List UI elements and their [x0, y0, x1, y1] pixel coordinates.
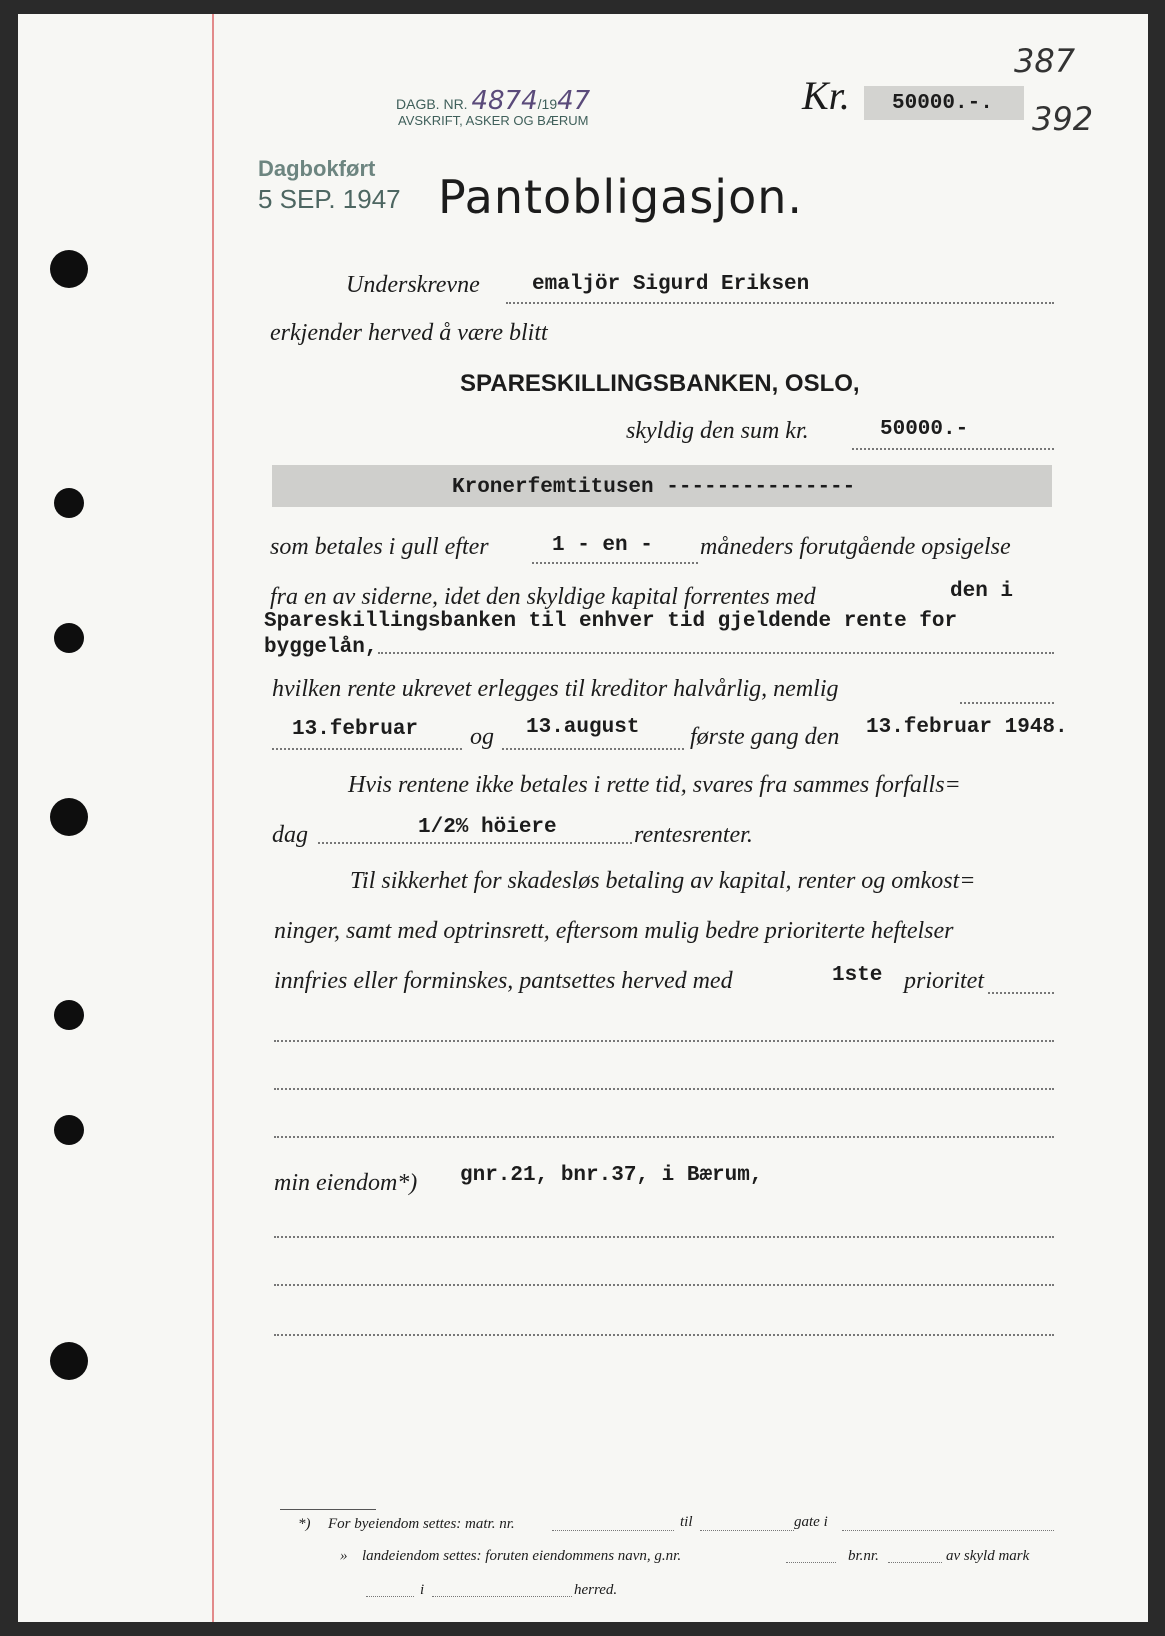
amount-words: Kronerfemtitusen ---------------	[452, 476, 856, 499]
late-value: 1/2% höiere	[418, 816, 557, 839]
dagb-stamp: DAGB. NR. 4874/1947	[396, 86, 591, 116]
footnote-line1-b: til	[680, 1514, 693, 1530]
punch-hole	[54, 623, 84, 653]
rentes-label: rentesrenter.	[634, 822, 753, 848]
footnote-line2-b: br.nr.	[848, 1548, 879, 1564]
punch-hole	[54, 488, 84, 518]
security-line-2: ninger, samt med optrinsrett, eftersom mulig bedre prioriterte heftelser	[274, 918, 954, 944]
interest-label: fra en av siderne, idet den skyldige kapital forrentes med	[270, 584, 816, 610]
dagbokfort-stamp: Dagbokført	[258, 156, 376, 181]
footnote-rule	[280, 1509, 376, 1510]
footnote-star: *)	[298, 1516, 311, 1532]
first-payment-date: 13.februar 1948.	[866, 716, 1068, 739]
priority-label: prioritet	[904, 968, 985, 994]
acknowledge-text: erkjender herved å være blitt	[270, 320, 548, 346]
priority-value: 1ste	[832, 964, 883, 987]
page-title: Pantobligasjon.	[438, 170, 804, 224]
owes-value: 50000.-	[880, 418, 969, 441]
punch-hole	[50, 250, 88, 288]
footnote-line2-c: av skyld mark	[946, 1548, 1030, 1564]
office-stamp: AVSKRIFT, ASKER OG BÆRUM	[398, 113, 589, 128]
creditor-name: SPARESKILLINGSBANKEN, OSLO,	[460, 370, 860, 397]
page-number-bottom: 392	[1032, 100, 1094, 138]
undersigned-value: emaljör Sigurd Eriksen	[532, 273, 810, 296]
og-text: og	[470, 724, 494, 750]
document-page	[18, 14, 1148, 1622]
undersigned-label: Underskrevne	[346, 272, 480, 298]
dag-label: dag	[272, 822, 308, 848]
footnote-line2-a: landeiendom settes: foruten eiendommens navn, g.nr.	[362, 1548, 682, 1564]
dagbokfort-date: 5 SEP. 1947	[258, 184, 401, 214]
property-value: gnr.21, bnr.37, i Bærum,	[460, 1164, 763, 1187]
first-time-label: første gang den	[690, 724, 840, 750]
owes-label: skyldig den sum kr.	[626, 418, 809, 444]
notice-label: måneders forutgående opsigelse	[700, 534, 1011, 560]
payment-date-1: 13.februar	[292, 718, 419, 741]
halfyear-label: hvilken rente ukrevet erlegges til kreditor halvårlig, nemlig	[272, 676, 839, 702]
security-line-3: innfries eller forminskes, pantsettes herved med	[274, 968, 733, 994]
notice-value: 1 - en -	[552, 534, 653, 557]
footnote-line1-c: gate i	[794, 1514, 828, 1530]
amount-label: Kr.	[802, 73, 850, 118]
amount-value: 50000.-.	[892, 92, 993, 115]
footnote-line3-b: herred.	[574, 1582, 618, 1598]
property-label: min eiendom*)	[274, 1170, 418, 1196]
interest-value-2: Spareskillingsbanken til enhver tid gjeldende rente for	[264, 610, 958, 633]
footnote-line1-a: For byeiendom settes: matr. nr.	[328, 1516, 515, 1532]
security-line-1: Til sikkerhet for skadesløs betaling av kapital, renter og omkost=	[350, 868, 976, 894]
punch-hole	[50, 1342, 88, 1380]
paid-gold-label: som betales i gull efter	[270, 534, 489, 560]
late-label: Hvis rentene ikke betales i rette tid, svares fra sammes forfalls=	[348, 772, 961, 798]
punch-hole	[54, 1115, 84, 1145]
page-number-top: 387	[1014, 42, 1076, 80]
payment-date-2: 13.august	[526, 716, 640, 739]
punch-hole	[50, 798, 88, 836]
margin-rule	[212, 14, 214, 1622]
interest-value-1: den i	[950, 580, 1014, 603]
punch-hole	[54, 1000, 84, 1030]
interest-value-3: byggelån,	[264, 636, 378, 659]
footnote-quote: »	[340, 1548, 348, 1564]
footnote-line3-a: i	[420, 1582, 425, 1598]
